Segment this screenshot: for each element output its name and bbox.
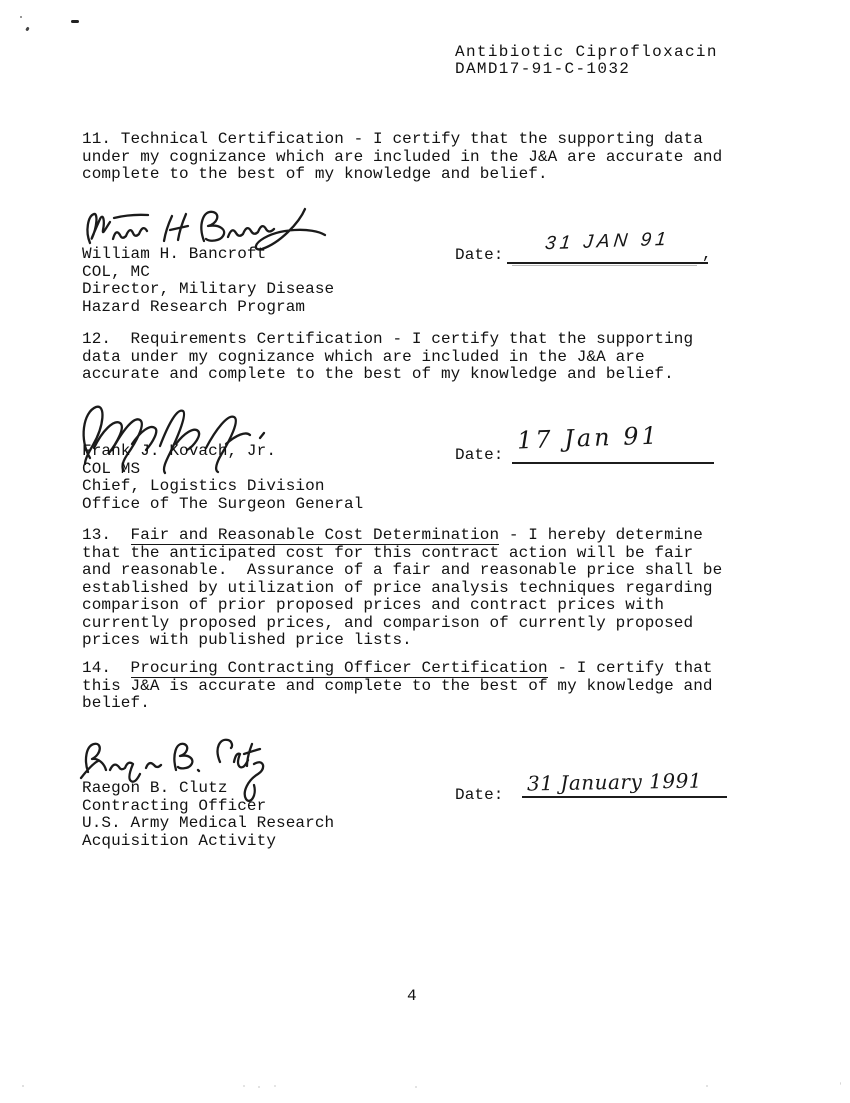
document-header bbox=[455, 44, 718, 78]
date-line bbox=[522, 796, 727, 798]
header-contract-number: DAMD17-91-C-1032 bbox=[455, 60, 631, 78]
paragraph-line: under my cognizance which are included in the J&A are accurate and bbox=[82, 147, 723, 166]
signer-name: Raegon B. Clutz bbox=[82, 779, 228, 797]
scan-speck bbox=[20, 16, 22, 18]
paragraph-line: complete to the best of my knowledge and belief. bbox=[82, 165, 548, 183]
scan-speck bbox=[243, 1085, 245, 1087]
paragraph-line: prices with published price lists. bbox=[82, 631, 412, 649]
signer-organization: U.S. Army Medical Research bbox=[82, 814, 335, 832]
handwritten-date: 31 JAN 91 bbox=[543, 228, 671, 255]
header-subject: Antibiotic Ciprofloxacin bbox=[455, 43, 718, 61]
paragraph-line: currently proposed prices, and comparison of currently proposed bbox=[82, 613, 694, 632]
paragraph-line: established by utilization of price analysis techniques regarding bbox=[82, 578, 713, 597]
paragraph-number: 14. bbox=[82, 659, 131, 677]
paragraph-line: 12. Requirements Certification - I certify that the supporting bbox=[82, 330, 694, 348]
paragraph-12 bbox=[82, 331, 693, 384]
paragraph-line: that the anticipated cost for this contract action will be fair bbox=[82, 543, 694, 562]
scan-speck bbox=[22, 1085, 24, 1087]
date-label: Date: bbox=[455, 246, 504, 264]
signer-organization: Acquisition Activity bbox=[82, 831, 277, 850]
scan-speck bbox=[274, 1085, 276, 1087]
trailing-comma: , bbox=[702, 245, 712, 263]
signer-rank: COL MS bbox=[82, 459, 141, 478]
handwritten-date: 17 Jan 91 bbox=[516, 421, 661, 455]
paragraph-14 bbox=[82, 660, 713, 713]
date-label: Date: bbox=[455, 446, 504, 464]
signer-title: Chief, Logistics Division bbox=[82, 477, 325, 495]
paragraph-line: data under my cognizance which are included in the J&A are bbox=[82, 347, 645, 366]
handwritten-date: 31 January 1991 bbox=[526, 768, 703, 796]
paragraph-13 bbox=[82, 527, 722, 650]
paragraph-11 bbox=[82, 131, 722, 184]
scan-speck bbox=[71, 20, 79, 23]
paragraph-line: this J&A is accurate and complete to the best of my knowledge and bbox=[82, 676, 713, 695]
paragraph-line bbox=[82, 527, 722, 545]
date-line-shadow bbox=[512, 265, 697, 266]
signature-block-3 bbox=[82, 780, 334, 850]
date-label: Date: bbox=[455, 786, 504, 804]
scan-speck bbox=[258, 1086, 260, 1088]
signature-block-2 bbox=[82, 443, 363, 513]
paragraph-line: and reasonable. Assurance of a fair and reasonable price shall be bbox=[82, 561, 723, 579]
paragraph-line: belief. bbox=[82, 694, 150, 712]
signer-name: William H. Bancroft bbox=[82, 245, 267, 263]
scan-speck bbox=[25, 27, 30, 32]
scan-speck bbox=[706, 1085, 708, 1087]
paragraph-line: comparison of prior proposed prices and contract prices with bbox=[82, 596, 665, 614]
paragraph-heading: Fair and Reasonable Cost Determination bbox=[130, 526, 500, 544]
signer-title: Contracting Officer bbox=[82, 796, 267, 815]
signer-rank: COL, MC bbox=[82, 262, 150, 281]
paragraph-heading: Procuring Contracting Officer Certification bbox=[130, 659, 548, 677]
signer-title: Hazard Research Program bbox=[82, 297, 306, 316]
paragraph-line bbox=[82, 660, 713, 678]
paragraph-line: accurate and complete to the best of my knowledge and belief. bbox=[82, 365, 674, 383]
signer-name: Frank J. Kovach, Jr. bbox=[82, 442, 277, 460]
paragraph-text: - I certify that bbox=[547, 659, 713, 677]
signer-title: Office of The Surgeon General bbox=[82, 494, 364, 513]
scan-speck bbox=[840, 1082, 841, 1085]
paragraph-line: 11. Technical Certification - I certify that the supporting data bbox=[82, 130, 703, 148]
signature-block-1 bbox=[82, 246, 334, 316]
scan-speck bbox=[415, 1086, 417, 1088]
date-line bbox=[512, 462, 714, 464]
paragraph-text: - I hereby determine bbox=[499, 526, 703, 544]
paragraph-number: 13. bbox=[82, 526, 131, 544]
date-line bbox=[507, 262, 708, 264]
signer-title: Director, Military Disease bbox=[82, 280, 335, 298]
page-number: 4 bbox=[407, 987, 417, 1005]
